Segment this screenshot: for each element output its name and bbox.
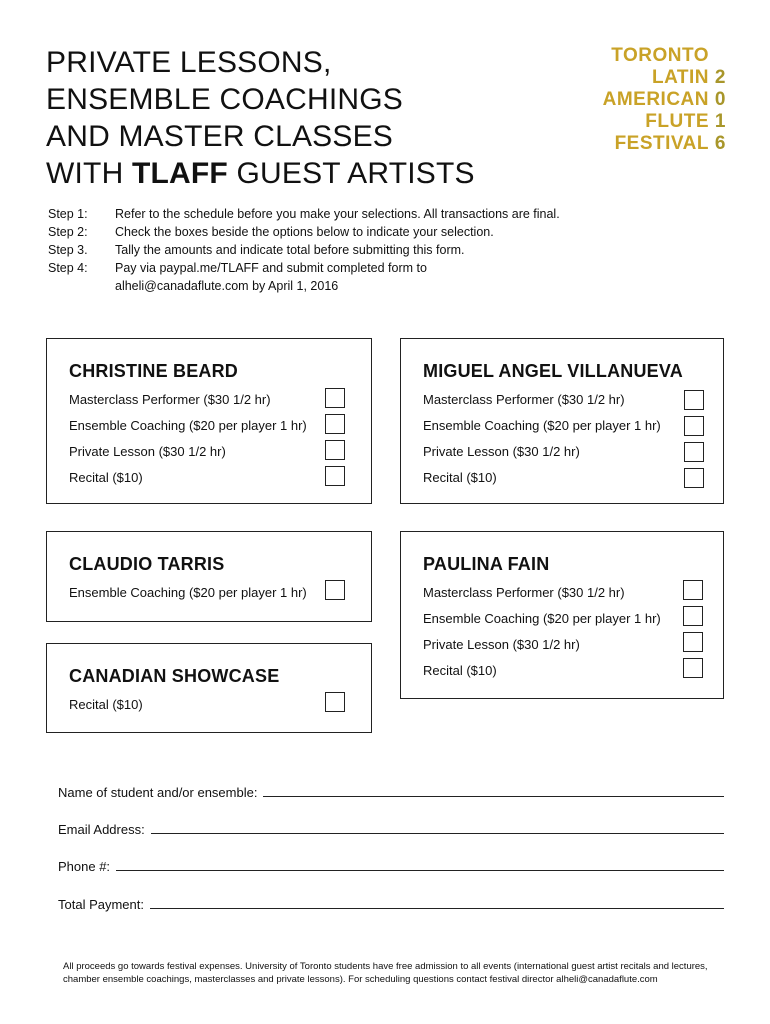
option-label: Recital ($10) bbox=[423, 470, 497, 485]
option-label: Recital ($10) bbox=[423, 663, 497, 678]
step-text: Tally the amounts and indicate total before submitting this form. bbox=[115, 243, 465, 257]
footer-note: All proceeds go towards festival expenses. University of Toronto students have free admission to all events (international guest artist recitals and lectures, chamber ensemble coachings, masterclasses and private lessons). For scheduling questions contact festival director alheli@canadaflute.com bbox=[63, 961, 708, 985]
name-input-line[interactable] bbox=[263, 795, 724, 797]
title-line-1: PRIVATE LESSONS, bbox=[46, 46, 332, 79]
step-2 bbox=[48, 223, 595, 241]
option-label: Masterclass Performer ($30 1/2 hr) bbox=[69, 392, 271, 407]
option-label: Masterclass Performer ($30 1/2 hr) bbox=[423, 585, 625, 600]
logo-year-digit-2: 0 bbox=[714, 89, 726, 110]
artist-box-paulina-fain bbox=[400, 531, 724, 699]
title-line-2: ENSEMBLE COACHINGS bbox=[46, 83, 404, 116]
artist-name: CANADIAN SHOWCASE bbox=[69, 666, 280, 686]
logo-word-flute: FLUTE bbox=[645, 111, 709, 132]
name-field bbox=[58, 785, 724, 800]
artist-box-canadian-showcase bbox=[46, 643, 372, 733]
total-payment-label: Total Payment: bbox=[58, 897, 144, 912]
artist-box-claudio-tarris bbox=[46, 531, 372, 622]
artist-name: CHRISTINE BEARD bbox=[69, 361, 239, 381]
logo-word-latin: LATIN bbox=[651, 67, 709, 88]
artist-box-miguel-angel-villanueva bbox=[400, 338, 724, 504]
logo-word-festival: FESTIVAL bbox=[614, 133, 709, 154]
logo-word-toronto: TORONTO bbox=[611, 45, 709, 66]
option-label: Ensemble Coaching ($20 per player 1 hr) bbox=[69, 418, 307, 433]
option-label: Ensemble Coaching ($20 per player 1 hr) bbox=[69, 585, 307, 600]
artist-name: MIGUEL ANGEL VILLANUEVA bbox=[423, 361, 683, 381]
checkbox-paulina-recital[interactable] bbox=[683, 658, 703, 678]
title-line-3: AND MASTER CLASSES bbox=[46, 120, 394, 153]
logo-word-american: AMERICAN bbox=[602, 89, 709, 110]
option-label: Ensemble Coaching ($20 per player 1 hr) bbox=[423, 611, 661, 626]
step-text: Pay via paypal.me/TLAFF and submit completed form to alheli@canadaflute.com by April 1, 2016 bbox=[115, 261, 427, 293]
checkbox-paulina-ensemble[interactable] bbox=[683, 606, 703, 626]
artist-name: CLAUDIO TARRIS bbox=[69, 554, 225, 574]
logo-year-digit-3: 1 bbox=[714, 111, 726, 132]
checkbox-miguel-ensemble[interactable] bbox=[684, 416, 704, 436]
step-text: Refer to the schedule before you make your selections. All transactions are final. bbox=[115, 207, 560, 221]
option-label: Recital ($10) bbox=[69, 470, 143, 485]
festival-logo bbox=[596, 44, 726, 154]
phone-input-line[interactable] bbox=[116, 869, 724, 871]
checkbox-christine-private-lesson[interactable] bbox=[325, 440, 345, 460]
page-title bbox=[46, 44, 516, 192]
option-label: Private Lesson ($30 1/2 hr) bbox=[69, 444, 226, 459]
checkbox-paulina-private-lesson[interactable] bbox=[683, 632, 703, 652]
logo-row-2 bbox=[651, 66, 726, 90]
logo-year-digit-4: 6 bbox=[714, 133, 726, 154]
total-payment-field bbox=[58, 897, 724, 912]
checkbox-paulina-masterclass[interactable] bbox=[683, 580, 703, 600]
checkbox-miguel-private-lesson[interactable] bbox=[684, 442, 704, 462]
step-label: Step 3. bbox=[48, 243, 88, 257]
checkbox-showcase-recital[interactable] bbox=[325, 692, 345, 712]
title-line-4 bbox=[46, 155, 516, 192]
logo-row-4 bbox=[645, 110, 726, 134]
option-label: Private Lesson ($30 1/2 hr) bbox=[423, 444, 580, 459]
email-field bbox=[58, 822, 724, 837]
step-label: Step 2: bbox=[48, 225, 88, 239]
logo-row-1 bbox=[611, 44, 709, 68]
checkbox-claudio-ensemble[interactable] bbox=[325, 580, 345, 600]
step-1 bbox=[48, 205, 595, 223]
option-label: Masterclass Performer ($30 1/2 hr) bbox=[423, 392, 625, 407]
step-3 bbox=[48, 241, 595, 259]
checkbox-christine-recital[interactable] bbox=[325, 466, 345, 486]
step-4 bbox=[48, 259, 595, 295]
step-text: Check the boxes beside the options below to indicate your selection. bbox=[115, 225, 494, 239]
checkbox-miguel-masterclass[interactable] bbox=[684, 390, 704, 410]
checkbox-christine-masterclass[interactable] bbox=[325, 388, 345, 408]
instructions bbox=[48, 205, 595, 295]
title-tlaff: TLAFF bbox=[131, 157, 228, 190]
artist-name: PAULINA FAIN bbox=[423, 554, 550, 574]
title-line-4-prefix: WITH bbox=[46, 157, 132, 190]
checkbox-miguel-recital[interactable] bbox=[684, 468, 704, 488]
logo-row-5 bbox=[614, 132, 726, 156]
step-label: Step 1: bbox=[48, 207, 88, 221]
phone-field-label: Phone #: bbox=[58, 859, 111, 874]
title-line-4-suffix: GUEST ARTISTS bbox=[227, 157, 475, 190]
phone-field bbox=[58, 859, 724, 874]
logo-year-digit-1: 2 bbox=[714, 67, 726, 88]
option-label: Recital ($10) bbox=[69, 697, 143, 712]
checkbox-christine-ensemble[interactable] bbox=[325, 414, 345, 434]
email-field-label: Email Address: bbox=[58, 822, 145, 837]
name-field-label: Name of student and/or ensemble: bbox=[58, 785, 258, 800]
option-label: Ensemble Coaching ($20 per player 1 hr) bbox=[423, 418, 661, 433]
total-payment-input-line[interactable] bbox=[150, 907, 724, 909]
email-input-line[interactable] bbox=[151, 832, 724, 834]
step-label: Step 4: bbox=[48, 261, 88, 275]
logo-row-3 bbox=[602, 88, 726, 112]
option-label: Private Lesson ($30 1/2 hr) bbox=[423, 637, 580, 652]
artist-box-christine-beard bbox=[46, 338, 372, 504]
